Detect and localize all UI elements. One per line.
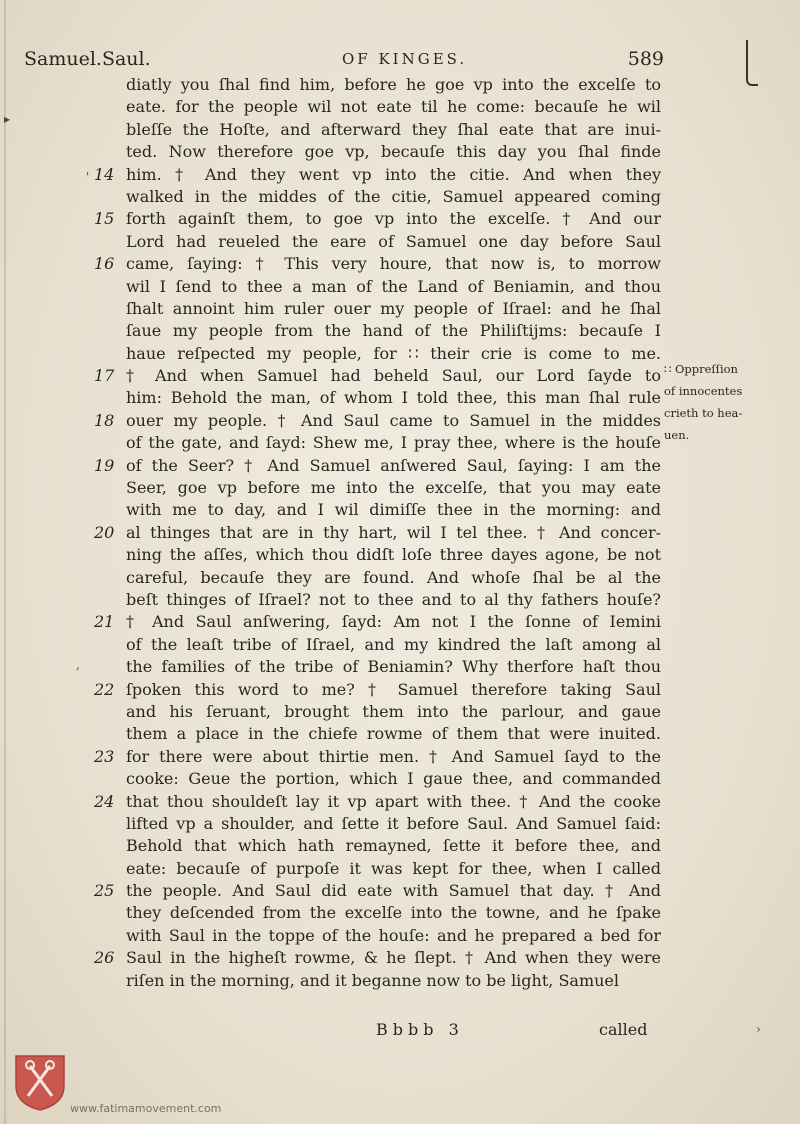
header-left: Samuel.Saul. xyxy=(24,48,151,70)
line-text: ſpoken this word to me? † Samuel therefore taking Saul xyxy=(126,679,661,699)
line-text: ted. Now therefore goe vp, becauſe this day you ſhal finde xyxy=(126,142,661,162)
line-text: † And Saul anſwering, ſayd: Am not I the ſonne of Iemini xyxy=(126,612,661,632)
line-text: him: Behold the man, of whom I told thee, this man ſhal rule xyxy=(126,388,661,408)
text-line xyxy=(0,253,800,275)
margin-note xyxy=(664,358,794,446)
text-line xyxy=(0,477,800,499)
text-line xyxy=(0,768,800,790)
text-line xyxy=(0,208,800,230)
text-line xyxy=(0,746,800,768)
line-text: eate. for the people wil not eate til he come: becauſe he wil xyxy=(126,97,661,117)
line-text: diatly you ſhal find him, before he goe vp into the excelſe to xyxy=(126,75,661,94)
line-text: Behold that which hath remayned, ſette it before thee, and xyxy=(126,836,661,856)
line-text: him. † And they went vp into the citie. And when they xyxy=(126,164,661,184)
text-line xyxy=(0,320,800,342)
line-text: ſhalt annoint him ruler ouer my people of Iſrael: and he ſhal xyxy=(126,298,661,318)
text-line xyxy=(0,970,800,992)
text-block xyxy=(0,74,800,992)
header-title: OF KINGES. xyxy=(342,50,468,68)
line-text: of the Seer? † And Samuel anſwered Saul, ſaying: I am the xyxy=(126,455,661,475)
margin-note-line: crieth to hea- xyxy=(664,406,743,420)
verse-number: 22 xyxy=(94,679,115,699)
text-line xyxy=(0,298,800,320)
text-line xyxy=(0,880,800,902)
page-number: 589 xyxy=(627,48,664,70)
line-text: them a place in the chiefe rowme of them that were inuited. xyxy=(126,724,661,744)
line-text: the families of the tribe of Beniamin? Why therfore haſt thou xyxy=(126,657,661,677)
text-line xyxy=(0,164,800,186)
line-text: that thou shouldeſt lay it vp apart with thee. † And the cooke xyxy=(126,791,661,811)
text-line xyxy=(0,276,800,298)
line-text: careful, becauſe they are found. And whoſe ſhal be al the xyxy=(126,567,661,587)
line-text: came, ſaying: † This very houre, that now is, to morrow xyxy=(126,254,661,274)
verse-number: 26 xyxy=(94,948,115,968)
verse-number: 25 xyxy=(94,881,115,901)
text-line xyxy=(0,902,800,924)
verse-number: 21 xyxy=(94,612,115,632)
line-text: walked in the middes of the citie, Samuel appeared coming xyxy=(126,186,661,206)
verse-number: 20 xyxy=(94,522,115,542)
text-line xyxy=(0,74,800,96)
text-line xyxy=(0,679,800,701)
line-text: Saul in the higheſt rowme, & he ſlept. † And when they were xyxy=(126,948,661,968)
text-line xyxy=(0,791,800,813)
line-text: with Saul in the toppe of the houſe: and he prepared a bed for xyxy=(126,925,661,945)
signature-mark: Bbbb 3 xyxy=(376,1020,464,1039)
line-text: they deſcended from the excelſe into the towne, and he ſpake xyxy=(126,903,661,923)
verse-number: 19 xyxy=(94,455,115,475)
text-line xyxy=(0,925,800,947)
verse-number: 18 xyxy=(94,410,115,430)
text-line xyxy=(0,231,800,253)
watermark-url: www.fatimamovement.com xyxy=(70,1102,222,1115)
catchword: called xyxy=(599,1020,648,1039)
text-line xyxy=(0,634,800,656)
line-text: the people. And Saul did eate with Samuel that day. † And xyxy=(126,881,661,901)
text-line xyxy=(0,701,800,723)
line-text: lifted vp a shoulder, and ſette it before Saul. And Samuel ſaid: xyxy=(126,813,661,833)
line-text: al thinges that are in thy hart, wil I tel thee. † And concer- xyxy=(126,522,661,542)
line-text: wil I ſend to thee a man of the Land of Beniamin, and thou xyxy=(126,276,661,296)
text-line xyxy=(0,723,800,745)
line-text: ſaue my people from the hand of the Philiſtijms: becauſe I xyxy=(126,321,661,341)
text-line xyxy=(0,813,800,835)
margin-mark: › xyxy=(756,1022,761,1036)
text-line xyxy=(0,947,800,969)
line-text: for there were about thirtie men. † And Samuel ſayd to the xyxy=(126,746,661,766)
margin-mark: ▸ xyxy=(4,112,11,126)
text-line xyxy=(0,835,800,857)
text-line xyxy=(0,455,800,477)
text-line xyxy=(0,544,800,566)
verse-number: 16 xyxy=(94,254,115,274)
margin-note-line: of innocentes xyxy=(664,384,743,398)
text-line xyxy=(0,522,800,544)
margin-note-line: ∷ Oppreſſion xyxy=(664,362,738,376)
verse-number: 14 xyxy=(94,164,115,184)
margin-mark: ' xyxy=(86,170,90,184)
papal-keys-logo-icon xyxy=(12,1052,68,1112)
line-text: forth againſt them, to goe vp into the excelſe. † And our xyxy=(126,209,661,229)
text-line xyxy=(0,499,800,521)
verse-number: 15 xyxy=(94,209,115,229)
line-text: Lord had reueled the eare of Samuel one day before Saul xyxy=(126,231,661,251)
line-text: bleſſe the Hoſte, and afterward they ſhal eate that are inui- xyxy=(126,119,661,139)
margin-note-line: uen. xyxy=(664,428,690,442)
line-text: Seer, goe vp before me into the excelſe, that you may eate xyxy=(126,478,661,498)
verse-number: 23 xyxy=(94,746,115,766)
line-text: ouer my people. † And Saul came to Samuel in the middes xyxy=(126,410,661,430)
line-text: of the leaſt tribe of Iſrael, and my kindred the laſt among al xyxy=(126,634,661,654)
margin-mark: , xyxy=(76,658,80,672)
verse-number: 17 xyxy=(94,366,115,386)
line-text: riſen in the morning, and it beganne now to be light, Samuel xyxy=(126,970,620,990)
line-text: with me to day, and I wil dimiſſe thee in the morning: and xyxy=(126,500,661,520)
line-text: of the gate, and ſayd: Shew me, I pray thee, where is the houſe xyxy=(126,433,661,453)
line-text: † And when Samuel had beheld Saul, our Lord ſayde to xyxy=(126,366,661,386)
text-line xyxy=(0,656,800,678)
line-text: eate: becauſe of purpoſe it was kept for thee, when I called xyxy=(126,858,661,878)
line-text: and his ſeruant, brought them into the parlour, and gaue xyxy=(126,701,661,721)
text-line xyxy=(0,589,800,611)
text-line xyxy=(0,119,800,141)
text-line xyxy=(0,186,800,208)
verse-number: 24 xyxy=(94,791,115,811)
line-text: ning the aſſes, which thou didſt loſe three dayes agone, be not xyxy=(126,545,661,565)
line-text: cooke: Geue the portion, which I gaue thee, and commanded xyxy=(126,769,661,789)
text-line xyxy=(0,858,800,880)
text-line xyxy=(0,96,800,118)
text-line xyxy=(0,611,800,633)
text-line xyxy=(0,567,800,589)
line-text: beſt thinges of Iſrael? not to thee and to al thy fathers houſe? xyxy=(126,589,661,609)
text-line xyxy=(0,141,800,163)
line-text: haue reſpected my people, for ∷ their crie is come to me. xyxy=(126,343,661,363)
